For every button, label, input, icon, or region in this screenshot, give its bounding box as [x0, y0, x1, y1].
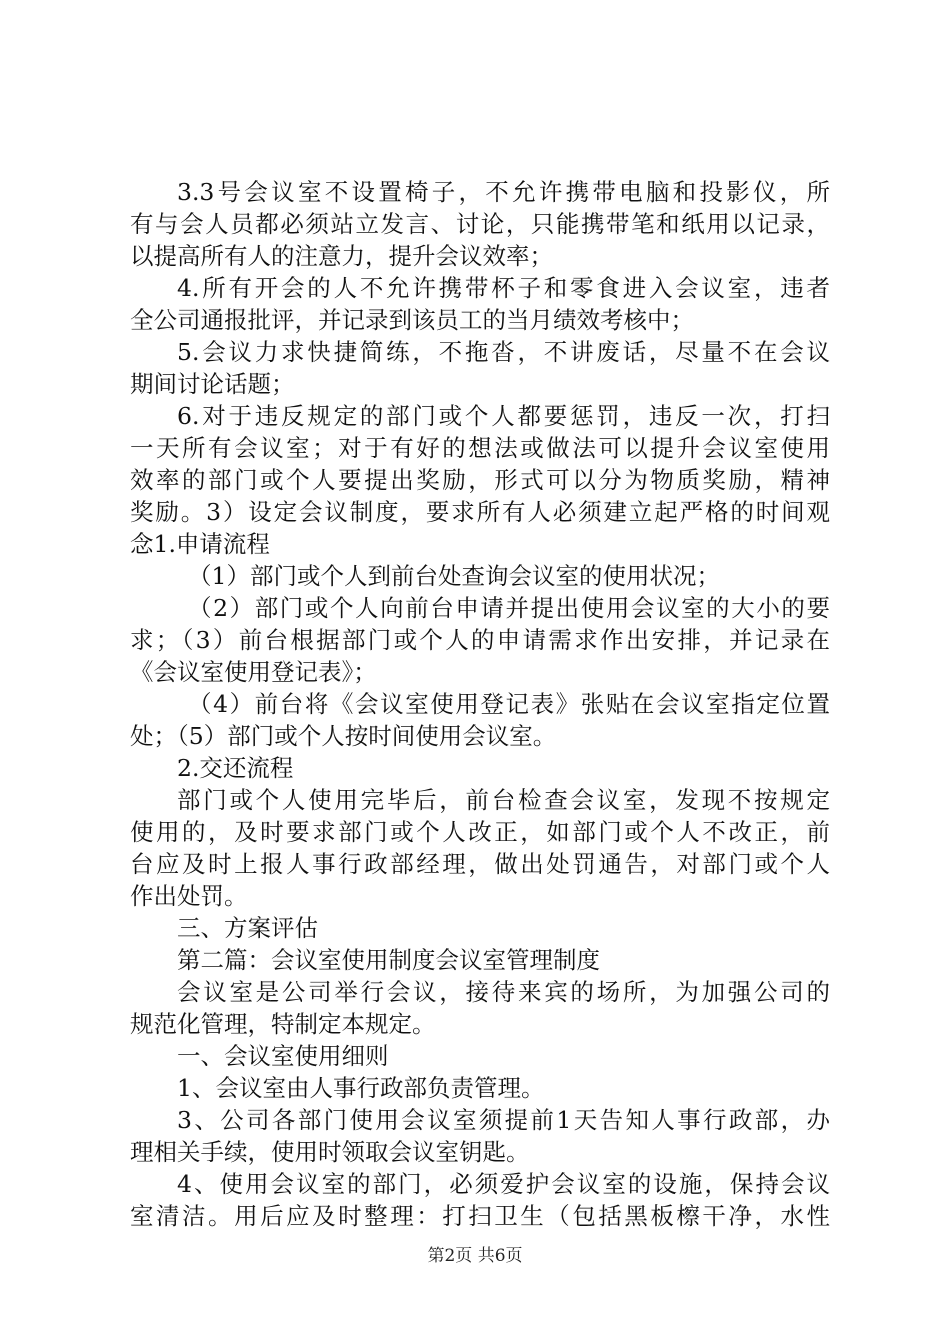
text-line: 处；（5）部门或个人按时间使用会议室。 — [130, 722, 557, 750]
document-body — [130, 176, 830, 1232]
text-line: 全公司通报批评，并记录到该员工的当月绩效考核中； — [130, 306, 694, 334]
text-line: 三、方案评估 — [177, 914, 318, 942]
text-line: 部门或个人使用完毕后，前台检查会议室，发现不按规定 — [177, 786, 830, 814]
text-line: 使用的，及时要求部门或个人改正，如部门或个人不改正，前 — [130, 818, 830, 846]
text-line: 第二篇：会议室使用制度会议室管理制度 — [177, 946, 600, 974]
text-line: 会议室是公司举行会议，接待来宾的场所，为加强公司的 — [177, 978, 830, 1006]
text-line: 规范化管理，特制定本规定。 — [130, 1010, 436, 1038]
text-line: 2.交还流程 — [177, 754, 294, 782]
text-line: 效率的部门或个人要提出奖励，形式可以分为物质奖励，精神 — [130, 466, 830, 494]
text-line: 室清洁。用后应及时整理：打扫卫生（包括黑板檫干净，水性 — [130, 1202, 830, 1230]
text-line: 3、公司各部门使用会议室须提前1天告知人事行政部，办 — [177, 1106, 830, 1134]
text-line: 有与会人员都必须站立发言、讨论，只能携带笔和纸用以记录， — [130, 210, 830, 238]
text-line: 《会议室使用登记表》； — [130, 658, 377, 686]
text-line: 5.会议力求快捷简练，不拖沓，不讲废话，尽量不在会议 — [177, 338, 830, 366]
text-line: 4.所有开会的人不允许携带杯子和零食进入会议室，违者 — [177, 274, 830, 302]
text-line: 4、使用会议室的部门，必须爱护会议室的设施，保持会议 — [177, 1170, 830, 1198]
text-line: 3.3号会议室不设置椅子，不允许携带电脑和投影仪，所 — [177, 178, 830, 206]
text-line: （1）部门或个人到前台处查询会议室的使用状况； — [188, 562, 720, 590]
text-line: 1、会议室由人事行政部负责管理。 — [177, 1074, 545, 1102]
text-line: 理相关手续，使用时领取会议室钥匙。 — [130, 1138, 530, 1166]
text-line: 期间讨论话题； — [130, 370, 295, 398]
text-line: 作出处罚。 — [130, 882, 248, 910]
text-line: （2）部门或个人向前台申请并提出使用会议室的大小的要 — [188, 594, 830, 622]
text-line: 一、会议室使用细则 — [177, 1042, 389, 1070]
text-line: 求；（3）前台根据部门或个人的申请需求作出安排，并记录在 — [130, 626, 830, 654]
page-footer: 第2页 共6页 — [427, 1246, 523, 1266]
text-line: 6.对于违反规定的部门或个人都要惩罚，违反一次，打扫 — [177, 402, 830, 430]
text-line: 一天所有会议室；对于有好的想法或做法可以提升会议室使用 — [130, 434, 830, 462]
text-line: 奖励。3）设定会议制度，要求所有人必须建立起严格的时间观 — [130, 498, 830, 526]
text-line: 念1.申请流程 — [130, 530, 270, 558]
text-line: （4）前台将《会议室使用登记表》张贴在会议室指定位置 — [188, 690, 830, 718]
text-line: 以提高所有人的注意力，提升会议效率； — [130, 242, 553, 270]
text-line: 台应及时上报人事行政部经理，做出处罚通告，对部门或个人 — [130, 850, 830, 878]
